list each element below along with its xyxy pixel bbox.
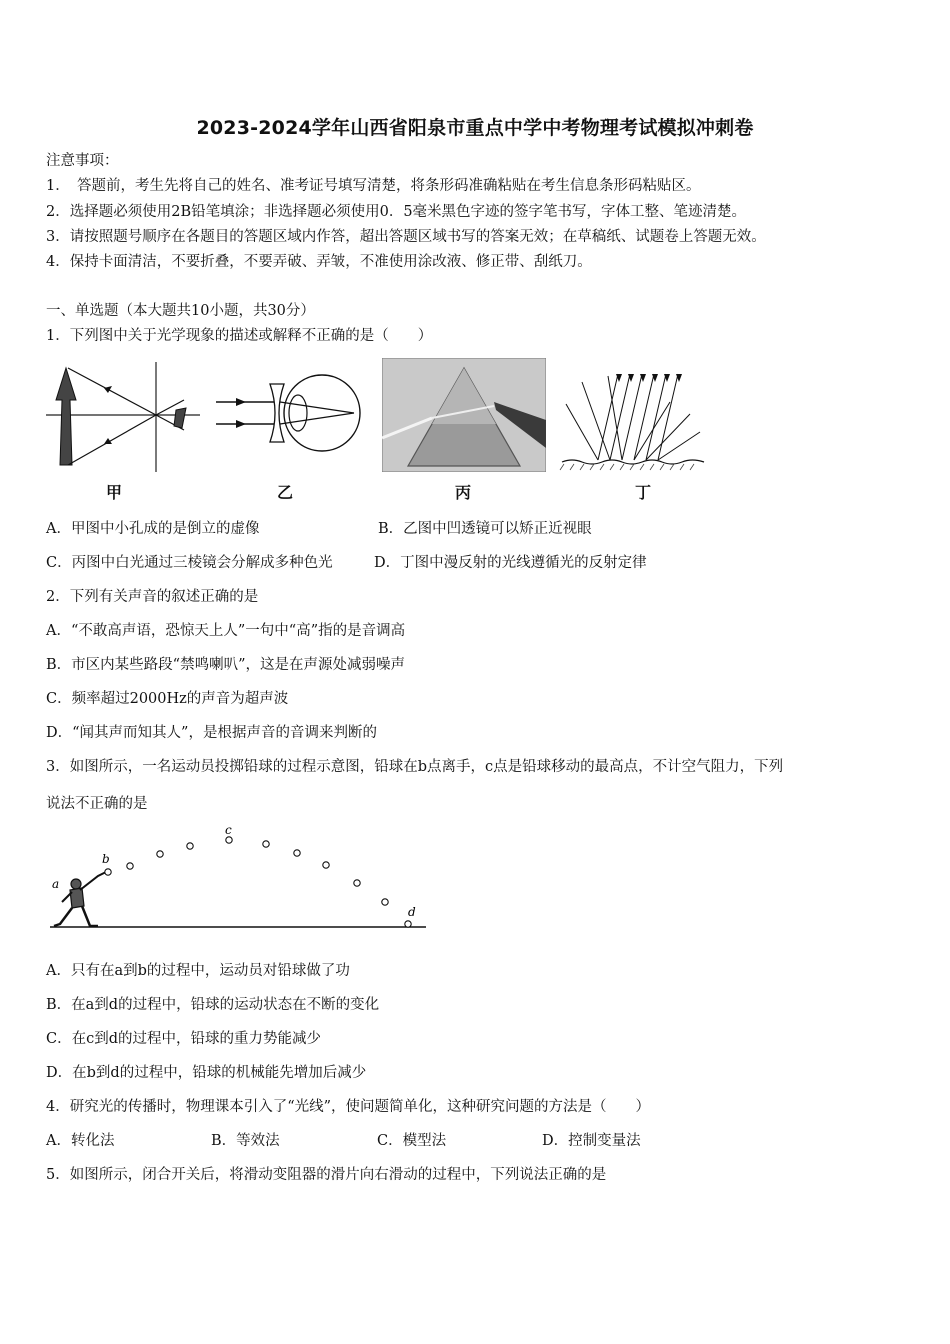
point-label-c: c xyxy=(225,823,232,837)
page-title: 2023-2024学年山西省阳泉市重点中学中考物理考试模拟冲刺卷 xyxy=(196,117,754,139)
point-label-b: b xyxy=(102,852,110,866)
notice-item: 1． 答题前，考生先将自己的姓名、准考证号填写清楚，将条形码准确粘贴在考生信息条形码粘贴区。 xyxy=(46,178,701,194)
figure-label-yi: 乙 xyxy=(277,483,294,502)
q1-option-a[interactable]: A．甲图中小孔成的是倒立的虚像 xyxy=(46,521,260,537)
q2-option-c[interactable]: C．频率超过2000Hz的声音为超声波 xyxy=(46,691,289,707)
notice-item: 3．请按照题号顺序在各题目的答题区域内作答，超出答题区域书写的答案无效；在草稿纸、试题卷上答题无效。 xyxy=(46,229,766,245)
notice-item: 4．保持卡面清洁，不要折叠，不要弄破、弄皱，不准使用涂改液、修正带、刮纸刀。 xyxy=(46,254,592,270)
q4-option-a[interactable]: A．转化法 xyxy=(46,1133,115,1149)
q2-stem: 2．下列有关声音的叙述正确的是 xyxy=(46,589,259,605)
q2-option-a[interactable]: A．“不敢高声语，恐惊天上人”一句中“高”指的是音调高 xyxy=(46,623,406,639)
q3-option-d[interactable]: D．在b到d的过程中，铅球的机械能先增加后减少 xyxy=(46,1065,367,1081)
q1-option-c[interactable]: C．丙图中白光通过三棱镜会分解成多种色光 xyxy=(46,555,333,571)
figure-prism xyxy=(382,358,546,472)
figure-shot-put xyxy=(46,822,430,934)
figure-pinhole xyxy=(44,360,202,475)
q3-stem-cont: 说法不正确的是 xyxy=(46,796,148,812)
q3-option-c[interactable]: C．在c到d的过程中，铅球的重力势能减少 xyxy=(46,1031,321,1047)
q5-stem: 5．如图所示，闭合开关后，将滑动变阻器的滑片向右滑动的过程中，下列说法正确的是 xyxy=(46,1167,607,1183)
q3-option-b[interactable]: B．在a到d的过程中，铅球的运动状态在不断的变化 xyxy=(46,997,380,1013)
notice-item: 2．选择题必须使用2B铅笔填涂；非选择题必须使用0．5毫米黑色字迹的签字笔书写，字体工整、笔迹清楚。 xyxy=(46,204,747,220)
point-label-a: a xyxy=(52,877,60,891)
point-label-d: d xyxy=(408,905,416,919)
q2-option-b[interactable]: B．市区内某些路段“禁鸣喇叭”，这是在声源处减弱噪声 xyxy=(46,657,405,673)
q4-option-d[interactable]: D．控制变量法 xyxy=(542,1133,641,1149)
q1-option-d[interactable]: D．丁图中漫反射的光线遵循光的反射定律 xyxy=(374,555,647,571)
q4-option-b[interactable]: B．等效法 xyxy=(211,1133,280,1149)
section-heading: 一、单选题（本大题共10小题，共30分） xyxy=(46,303,315,319)
q1-stem: 1．下列图中关于光学现象的描述或解释不正确的是（ ） xyxy=(46,328,433,344)
notice-heading: 注意事项： xyxy=(46,153,119,169)
q4-option-c[interactable]: C．模型法 xyxy=(377,1133,447,1149)
figure-eye-lens xyxy=(214,370,364,465)
q3-option-a[interactable]: A．只有在a到b的过程中，运动员对铅球做了功 xyxy=(46,963,350,979)
figure-label-jia: 甲 xyxy=(106,483,123,502)
figure-label-bing: 丙 xyxy=(455,483,472,502)
figure-label-ding: 丁 xyxy=(635,483,652,502)
q2-option-d[interactable]: D．“闻其声而知其人”，是根据声音的音调来判断的 xyxy=(46,725,377,741)
q4-stem: 4．研究光的传播时，物理课本引入了“光线”，使问题简单化，这种研究问题的方法是（ ） xyxy=(46,1099,651,1115)
q3-stem: 3．如图所示，一名运动员投掷铅球的过程示意图，铅球在b点离手，c点是铅球移动的最高点，不计空气阻力，下列 xyxy=(46,759,784,775)
q1-option-b[interactable]: B．乙图中凹透镜可以矫正近视眼 xyxy=(378,521,592,537)
figure-diffuse-reflection xyxy=(558,362,708,474)
